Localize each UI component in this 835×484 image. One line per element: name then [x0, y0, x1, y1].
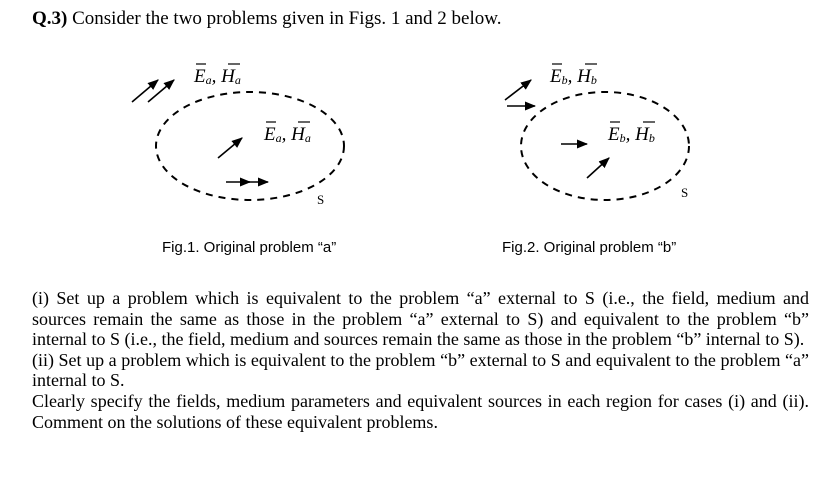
- question-intro: Consider the two problems given in Figs. 1 and 2 below.: [67, 8, 502, 29]
- figure-2: [495, 50, 735, 220]
- part-i-text: (i) Set up a problem which is equivalent to the problem “a” external to S (i.e., the field, medium and sources remain the same as those in the problem “a” external to S) and equivalent to the problem “b” internal to S (i.e., the field, medium and sources remain the same as those in the problem “b” internal to S).: [32, 288, 809, 350]
- surface-s-boundary: [156, 92, 344, 200]
- question-heading: [32, 8, 502, 30]
- surface-label: S: [317, 192, 325, 207]
- internal-source-arrow: [218, 138, 242, 158]
- closing-instructions: Clearly specify the fields, medium parameters and equivalent sources in each region for cases (i) and (ii). Comment on the solutions of these equivalent problems.: [32, 390, 809, 432]
- part-ii-text: (ii) Set up a problem which is equivalent to the problem “b” external to S and equivalent to the problem “a” internal to S.: [32, 349, 809, 391]
- outer-field-label: Eb, Hb: [550, 66, 597, 87]
- outer-field-label: Ea, Ha: [194, 66, 241, 87]
- question-body: [32, 288, 809, 432]
- surface-s-boundary: [521, 92, 689, 200]
- surface-label: S: [681, 185, 689, 200]
- question-number: Q.3): [32, 8, 68, 29]
- figure-2-caption: Fig.2. Original problem “b”: [502, 239, 677, 256]
- external-source-arrow: [132, 80, 158, 102]
- inner-field-label: Eb, Hb: [608, 124, 655, 145]
- inner-field-label: Ea, Ha: [264, 124, 311, 145]
- external-source-arrow: [505, 80, 531, 100]
- figure-1: [120, 50, 380, 220]
- external-source-arrow: [148, 80, 174, 102]
- internal-source-arrow: [587, 158, 609, 178]
- figure-1-caption: Fig.1. Original problem “a”: [162, 239, 337, 256]
